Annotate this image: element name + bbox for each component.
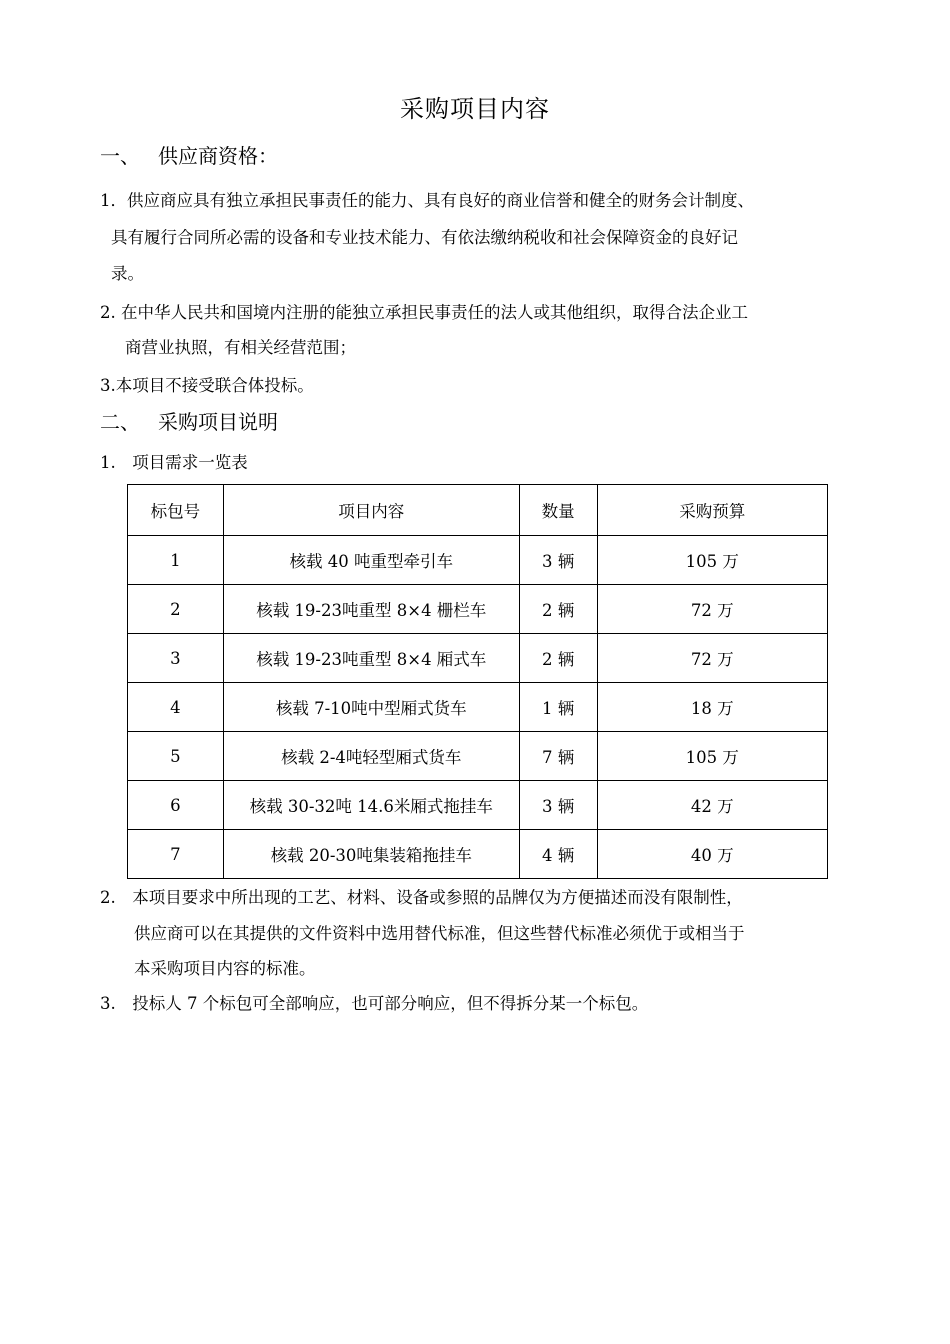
cell-package-no: 5 (128, 732, 224, 781)
cell-package-no: 1 (128, 536, 224, 585)
cell-budget: 105 万 (597, 732, 827, 781)
header-budget: 采购预算 (597, 485, 827, 536)
cell-package-no: 3 (128, 634, 224, 683)
note-2-line-2: 供应商可以在其提供的文件资料中选用替代标准，但这些替代标准必须优于或相当于 (134, 924, 745, 943)
cell-quantity: 2 辆 (519, 634, 597, 683)
cell-content: 核载 19-23吨重型 8×4 栅栏车 (223, 585, 519, 634)
table-row (128, 683, 828, 732)
section-1-heading (100, 142, 278, 170)
cell-budget: 72 万 (597, 634, 827, 683)
cell-quantity: 7 辆 (519, 732, 597, 781)
cell-quantity: 2 辆 (519, 585, 597, 634)
table-header-row (128, 485, 828, 536)
note-3: 3. 投标人 7 个标包可全部响应，也可部分响应，但不得拆分某一个标包。 (100, 994, 649, 1013)
note-2-line-1: 2. 本项目要求中所出现的工艺、材料、设备或参照的品牌仅为方便描述而没有限制性， (100, 888, 743, 907)
qualification-1-line-2: 具有履行合同所必需的设备和专业技术能力、有依法缴纳税收和社会保障资金的良好记 (111, 228, 738, 247)
cell-package-no: 2 (128, 585, 224, 634)
section-1-title: 供应商资格： (158, 144, 278, 168)
cell-quantity: 1 辆 (519, 683, 597, 732)
section-2-number: 二、 (100, 410, 140, 434)
cell-content: 核载 40 吨重型牵引车 (223, 536, 519, 585)
cell-budget: 40 万 (597, 830, 827, 879)
cell-package-no: 4 (128, 683, 224, 732)
qualification-1-line-3: 录。 (111, 264, 144, 283)
table-row (128, 536, 828, 585)
table-row (128, 634, 828, 683)
section-1-number: 一、 (100, 144, 140, 168)
table-row (128, 585, 828, 634)
cell-content: 核载 19-23吨重型 8×4 厢式车 (223, 634, 519, 683)
cell-package-no: 6 (128, 781, 224, 830)
cell-budget: 72 万 (597, 585, 827, 634)
note-2-line-3: 本采购项目内容的标准。 (134, 959, 316, 978)
cell-budget: 18 万 (597, 683, 827, 732)
cell-quantity: 4 辆 (519, 830, 597, 879)
requirements-table (127, 484, 828, 879)
cell-quantity: 3 辆 (519, 536, 597, 585)
table-row (128, 781, 828, 830)
cell-budget: 42 万 (597, 781, 827, 830)
cell-quantity: 3 辆 (519, 781, 597, 830)
cell-content: 核载 20-30吨集装箱拖挂车 (223, 830, 519, 879)
qualification-3: 3.本项目不接受联合体投标。 (100, 376, 314, 395)
cell-content: 核载 7-10吨中型厢式货车 (223, 683, 519, 732)
page-title: 采购项目内容 (400, 95, 550, 123)
requirement-list-caption: 1. 项目需求一览表 (100, 453, 248, 472)
cell-budget: 105 万 (597, 536, 827, 585)
table-row (128, 732, 828, 781)
qualification-2-line-2: 商营业执照，有相关经营范围； (125, 338, 356, 357)
section-2-title: 采购项目说明 (158, 410, 278, 434)
cell-content: 核载 30-32吨 14.6米厢式拖挂车 (223, 781, 519, 830)
header-content: 项目内容 (223, 485, 519, 536)
qualification-2-line-1: 2. 在中华人民共和国境内注册的能独立承担民事责任的法人或其他组织，取得合法企业工 (100, 303, 748, 322)
header-quantity: 数量 (519, 485, 597, 536)
section-2-heading (100, 408, 278, 436)
cell-package-no: 7 (128, 830, 224, 879)
table-row (128, 830, 828, 879)
qualification-1-line-1: 1．供应商应具有独立承担民事责任的能力、具有良好的商业信誉和健全的财务会计制度、 (100, 191, 754, 210)
header-package-no: 标包号 (128, 485, 224, 536)
cell-content: 核载 2-4吨轻型厢式货车 (223, 732, 519, 781)
